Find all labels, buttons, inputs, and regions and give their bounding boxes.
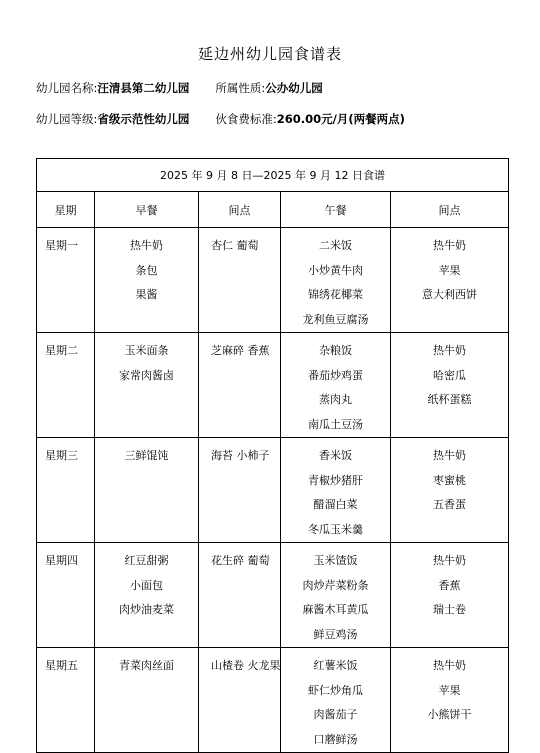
snack-1-cell [199,438,281,543]
fee-label: 伙食费标准: [215,112,277,126]
menu-item: 麻酱木耳黄瓜 [302,603,369,616]
kindergarten-name-label: 幼儿园名称: [36,81,98,95]
menu-item: 热牛奶 [433,554,466,567]
menu-item: 苹果 [438,263,461,277]
header-weekday: 星期 [37,192,95,228]
menu-table [36,158,509,753]
snack-1-cell [199,648,281,753]
weekday-cell [37,648,95,753]
snack-1-cell [199,543,281,648]
info-row-1 [36,80,323,96]
menu-item: 玉米面条 [124,344,169,357]
breakfast-cell [95,438,199,543]
menu-item: 肉酱茄子 [313,708,358,721]
table-caption: 2025 年 9 月 8 日—2025 年 9 月 12 日食谱 [37,159,509,192]
menu-item: 龙利鱼豆腐汤 [302,312,369,326]
menu-item: 二米饭 [319,239,352,252]
menu-item: 热牛奶 [433,449,466,462]
lunch-cell [281,648,391,753]
menu-item: 口蘑鲜汤 [313,732,358,746]
weekday-cell [37,228,95,333]
kindergarten-name-value: 汪清县第二幼儿园 [97,81,190,95]
menu-item: 三鲜馄饨 [124,449,169,462]
snack-2-cell [391,438,509,543]
menu-item: 热牛奶 [433,344,466,357]
header-breakfast: 早餐 [95,192,199,228]
weekday-cell [37,438,95,543]
menu-item: 红薯米饭 [313,659,358,672]
menu-item: 小面包 [130,578,163,592]
level-value: 省级示范性幼儿园 [97,112,190,126]
snack-2-cell [391,543,509,648]
menu-item: 肉炒芹菜粉条 [302,578,369,592]
weekday-label: 星期二 [45,344,78,357]
snack-1-cell [199,228,281,333]
snack-2-cell [391,228,509,333]
menu-item: 海苔 小柿子 [211,449,270,462]
fee-value: 260.00元/月(两餐两点) [276,112,405,126]
menu-item: 虾仁炒角瓜 [308,683,363,697]
breakfast-cell [95,333,199,438]
menu-item: 五香蛋 [433,498,466,511]
table-header-row [37,192,509,228]
nature-value: 公办幼儿园 [265,81,323,95]
header-snack-1: 间点 [199,192,281,228]
weekday-label: 星期一 [45,239,78,252]
menu-item: 鲜豆鸡汤 [313,627,358,641]
nature-label: 所属性质: [215,81,266,95]
page-title: 延边州幼儿园食谱表 [197,45,342,63]
header-snack-2: 间点 [391,192,509,228]
menu-item: 玉米馇饭 [313,554,358,567]
header-lunch: 午餐 [281,192,391,228]
menu-item: 枣蜜桃 [433,473,466,487]
menu-item: 苹果 [438,683,461,697]
menu-item: 锦绣花椰菜 [308,288,363,301]
menu-item: 蒸肉丸 [319,393,352,406]
menu-item: 意大利西饼 [422,288,477,301]
weekday-label: 星期四 [45,554,78,567]
menu-item: 条包 [135,263,158,277]
menu-item: 番茄炒鸡蛋 [308,368,363,382]
weekday-cell [37,333,95,438]
weekday-label: 星期五 [45,659,78,672]
weekday-label: 星期三 [45,449,78,462]
snack-2-cell [391,333,509,438]
menu-item: 哈密瓜 [433,368,466,382]
lunch-cell [281,438,391,543]
table-row [37,438,509,543]
menu-item: 青菜肉丝面 [119,659,174,672]
menu-item: 热牛奶 [433,659,466,672]
menu-item: 南瓜土豆汤 [308,417,363,431]
info-row-2 [36,111,405,127]
menu-item: 香蕉 [438,578,461,592]
lunch-cell [281,543,391,648]
weekday-cell [37,543,95,648]
table-row [37,333,509,438]
snack-1-cell [199,333,281,438]
table-row [37,648,509,753]
breakfast-cell [95,228,199,333]
menu-item: 小炒黄牛肉 [308,263,363,277]
menu-item: 果酱 [135,288,158,301]
menu-item: 香米饭 [319,449,352,462]
menu-item: 山楂卷 火龙果 [211,659,281,672]
menu-item: 芝麻碎 香蕉 [211,344,270,357]
breakfast-cell [95,543,199,648]
menu-item: 肉炒油麦菜 [119,603,174,616]
lunch-cell [281,228,391,333]
menu-item: 热牛奶 [433,239,466,252]
menu-item: 杂粮饭 [319,344,352,357]
menu-item: 家常肉酱卤 [119,368,174,382]
table-row [37,543,509,648]
menu-item: 花生碎 葡萄 [211,554,270,567]
breakfast-cell [95,648,199,753]
menu-item: 醋溜白菜 [313,498,358,511]
menu-item: 冬瓜玉米羹 [308,522,363,536]
menu-item: 杏仁 葡萄 [211,239,259,252]
menu-item: 纸杯蛋糕 [427,393,472,406]
lunch-cell [281,333,391,438]
level-label: 幼儿园等级: [36,112,98,126]
menu-item: 青椒炒猪肝 [308,473,363,487]
table-row [37,228,509,333]
menu-item: 热牛奶 [130,239,163,252]
menu-item: 瑞士卷 [433,603,466,616]
menu-item: 小熊饼干 [427,708,472,721]
menu-item: 红豆甜粥 [124,554,169,567]
snack-2-cell [391,648,509,753]
